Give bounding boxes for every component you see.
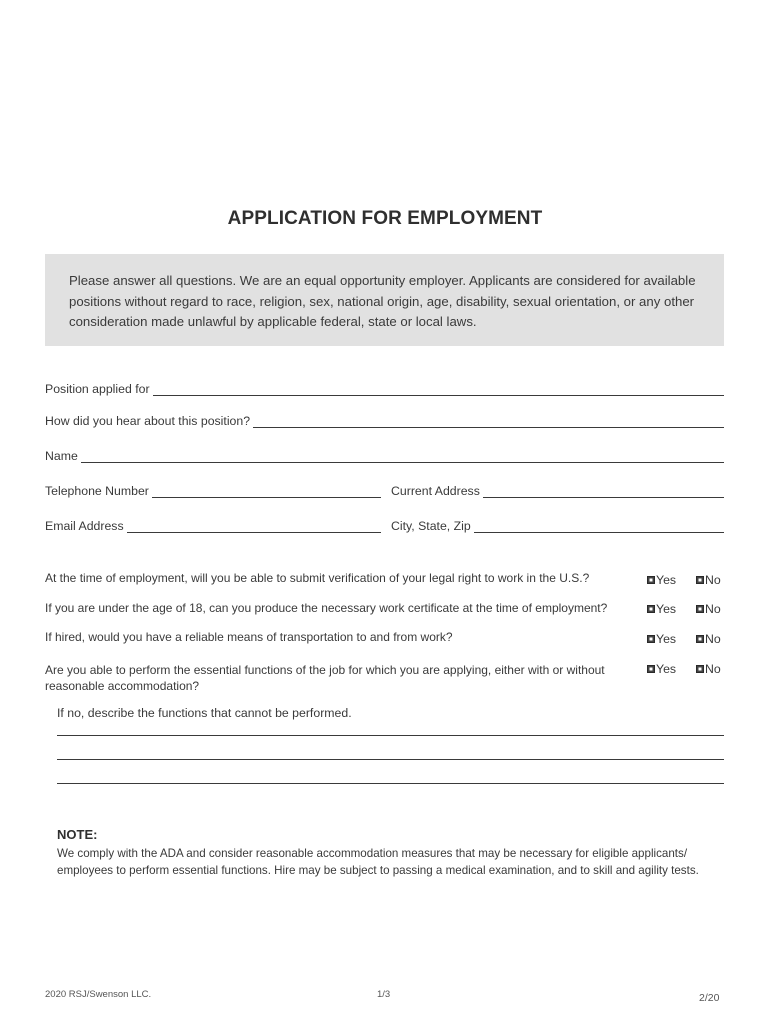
note-heading: NOTE: — [57, 827, 98, 842]
note-text: We comply with the ADA and consider reasonable accommodation measures that may be necessary for eligible applicants/ employees to perform essential functions. Hire may be subject to passing a medical examination, and to skill and agility tests. — [57, 847, 699, 877]
page-title: APPLICATION FOR EMPLOYMENT — [227, 208, 543, 229]
no-option-4[interactable] — [696, 662, 721, 676]
page-number: 1/3 — [377, 989, 391, 1000]
telephone-field[interactable] — [45, 482, 381, 498]
city-state-zip-input-line[interactable] — [474, 520, 724, 533]
checkbox-icon[interactable] — [647, 665, 655, 673]
checkbox-icon[interactable] — [647, 576, 655, 584]
how-heard-label: How did you hear about this position? — [45, 414, 251, 428]
if-no-prompt: If no, describe the functions that cannot be performed. — [57, 706, 352, 720]
checkbox-icon[interactable] — [696, 635, 704, 643]
no-label: No — [705, 662, 721, 676]
yes-label: Yes — [656, 573, 677, 587]
no-option-3[interactable] — [696, 632, 721, 646]
yes-label: Yes — [656, 632, 677, 646]
position-field[interactable] — [45, 380, 724, 396]
yes-option-4[interactable] — [647, 662, 676, 676]
email-label: Email Address — [45, 519, 124, 533]
describe-line-3[interactable] — [57, 783, 724, 784]
no-label: No — [705, 573, 721, 587]
how-heard-input-line[interactable] — [253, 415, 724, 428]
yes-option-2[interactable] — [647, 602, 676, 616]
question-essential-functions: Are you able to perform the essential functions of the job for which you are applying, either with or without reasonable accommodation? — [45, 663, 605, 693]
yes-option-1[interactable] — [647, 573, 676, 587]
current-address-input-line[interactable] — [483, 485, 724, 498]
position-label: Position applied for — [45, 382, 150, 396]
no-option-1[interactable] — [696, 573, 721, 587]
revision-date: 2/20 — [699, 992, 720, 1004]
telephone-label: Telephone Number — [45, 484, 149, 498]
city-state-zip-field[interactable] — [391, 517, 724, 533]
yes-label: Yes — [656, 602, 677, 616]
question-work-authorization: At the time of employment, will you be able to submit verification of your legal right to work in the U.S.? — [45, 571, 590, 585]
checkbox-icon[interactable] — [696, 605, 704, 613]
name-field[interactable] — [45, 447, 724, 463]
checkbox-icon[interactable] — [647, 605, 655, 613]
no-label: No — [705, 602, 721, 616]
checkbox-icon[interactable] — [696, 665, 704, 673]
intro-notice: Please answer all questions. We are an equal opportunity employer. Applicants are considered for available positions without regard to race, religion, sex, national origin, age, disability, sexual orientation, or any other consideration made unlawful by applicable federal, state or local laws. — [45, 254, 724, 346]
name-input-line[interactable] — [81, 450, 724, 463]
position-input-line[interactable] — [153, 383, 724, 396]
city-state-zip-label: City, State, Zip — [391, 519, 471, 533]
no-label: No — [705, 632, 721, 646]
yes-option-3[interactable] — [647, 632, 676, 646]
name-label: Name — [45, 449, 78, 463]
current-address-field[interactable] — [391, 482, 724, 498]
describe-line-1[interactable] — [57, 735, 724, 736]
telephone-input-line[interactable] — [152, 485, 381, 498]
question-work-certificate: If you are under the age of 18, can you produce the necessary work certificate at the time of employment? — [45, 601, 608, 615]
checkbox-icon[interactable] — [647, 635, 655, 643]
email-field[interactable] — [45, 517, 381, 533]
question-transportation: If hired, would you have a reliable means of transportation to and from work? — [45, 630, 453, 644]
no-option-2[interactable] — [696, 602, 721, 616]
checkbox-icon[interactable] — [696, 576, 704, 584]
copyright: 2020 RSJ/Swenson LLC. — [45, 989, 152, 1000]
how-heard-field[interactable] — [45, 412, 724, 428]
describe-line-2[interactable] — [57, 759, 724, 760]
yes-label: Yes — [656, 662, 677, 676]
current-address-label: Current Address — [391, 484, 480, 498]
email-input-line[interactable] — [127, 520, 381, 533]
